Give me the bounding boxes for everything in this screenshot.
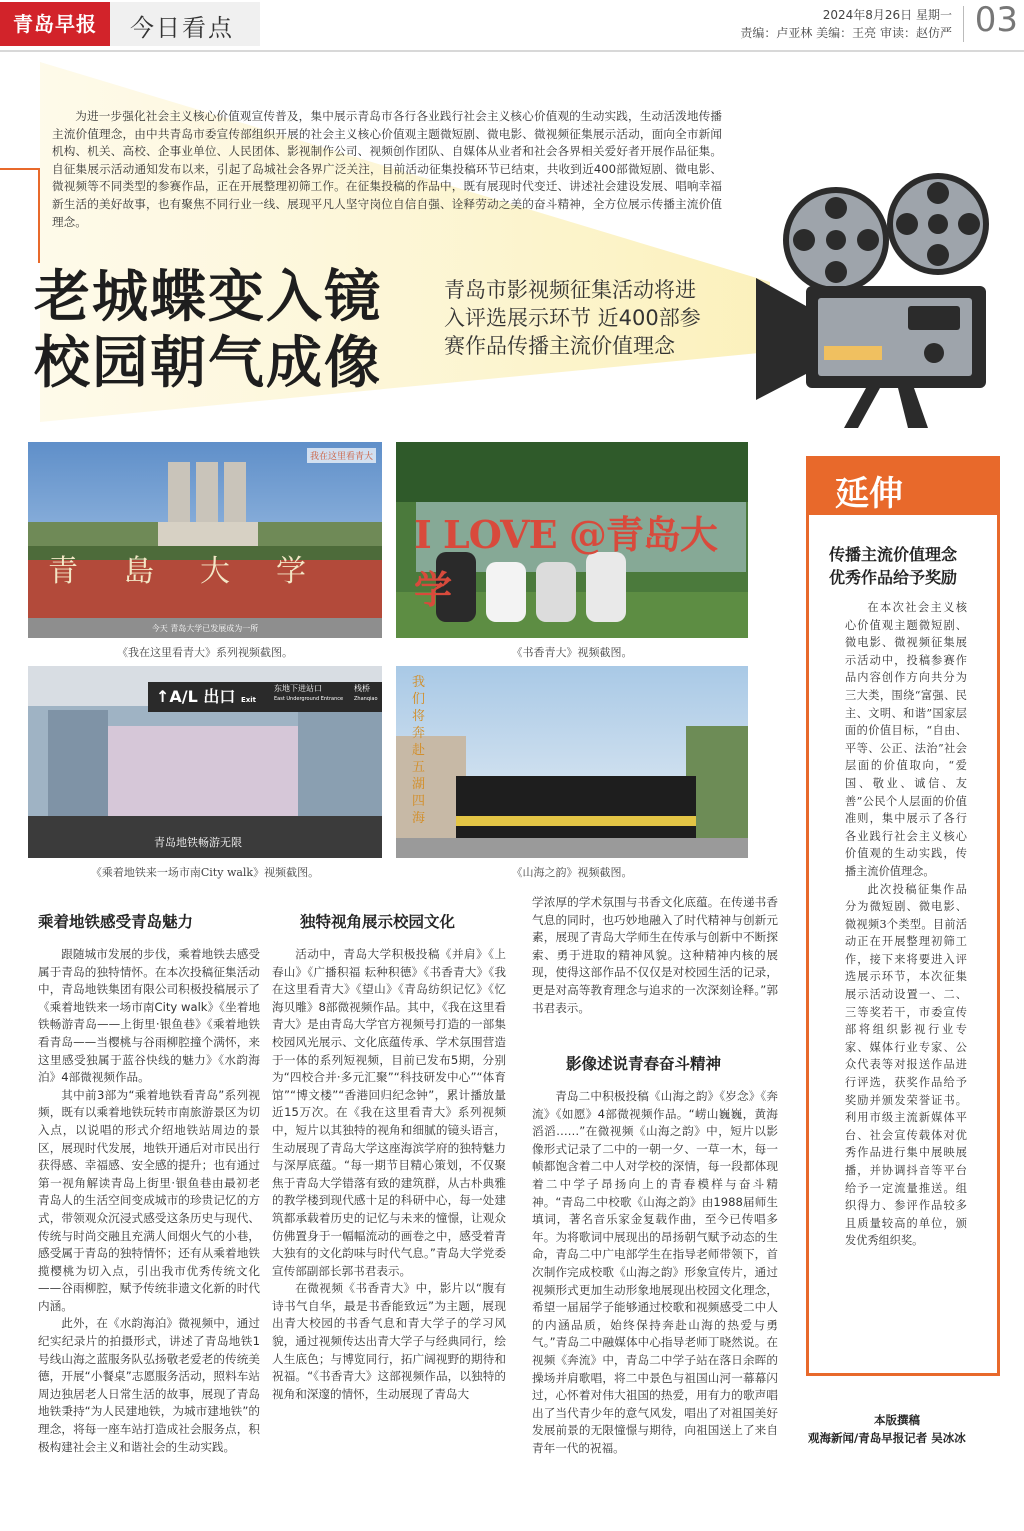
photo-graduation (396, 666, 748, 858)
article-title-youth: 影像述说青春奋斗精神 (566, 1055, 722, 1073)
issue-date: 2024年8月26日 星期一 (822, 8, 952, 22)
photo-caption: 《乘着地铁来一场市南City walk》视频截图。 (90, 866, 320, 879)
photo-caption: 《山海之韵》视频截图。 (511, 866, 633, 879)
article-paragraph: 学浓厚的学术氛围与书香文化底蕴。在传递书香气息的同时，也巧妙地融入了时代精神与创新元素，展现了青岛大学师生在传承与创新中不断探索、勇于进取的精神风貌。这种精神内核的展现，使得这部作品不仅仅是对校园生活的记录，更是对高等教育理念与追求的一次深刻诠释。”郭书君表示。 (532, 895, 778, 1015)
metro-sign-zhanqiao-cn: 栈桥 (354, 684, 370, 693)
header-divider (963, 6, 964, 42)
sidebar-title-line-1: 传播主流价值理念 (829, 545, 958, 564)
byline-label: 本版撰稿 (874, 1413, 920, 1427)
main-headline (34, 264, 382, 396)
article-paragraph: 在微视频《书香青大》中，影片以“腹有诗书气自华，最是书香能致远”为主题，展现出青大校园的书香气息和青大学子的学习风貌，通过视频传达出青大学子与经典同行，绘人生底色；与博览同行，拓广阔视野的期待和祝福。“《书香青大》这部视频作品，以独特的视角和深邃的情怀，生动展现了青岛大 (272, 1281, 506, 1401)
photo-university-gate-art (28, 442, 382, 638)
metro-sign-main: ↑A/L 出口 (156, 687, 236, 706)
metro-sign-zhanqiao-en: Zhanqiao (354, 696, 378, 702)
photo-graduation-art (396, 666, 748, 858)
article-title-campus: 独特视角展示校园文化 (300, 913, 456, 931)
love-sign: I LOVE @青岛大学 (414, 512, 717, 612)
byline-author: 观海新闻/青岛早报记者 吴冰冰 (808, 1431, 966, 1445)
article-body-campus (272, 946, 506, 1403)
photo-subtitle: 青岛地铁畅游无限 (154, 836, 242, 849)
page-header (0, 0, 1024, 52)
editor-credits: 责编：卢亚林 美编：王亮 审读：赵仿严 (740, 26, 952, 40)
article-paragraph: 活动中，青岛大学积极投稿《并肩》《上春山》《广播积福 耘种积德》《书香青大》《我在这里看青大》《望山》《青岛纺织记忆》《忆海贝雕》8部微视频作品。其中，《我在这里看青大》是由青岛大学官方视频号打造的一部集校园风光展示、文化底蕴传承、学术氛围营造于一体的系列短视频，目前已发布5期，分别为“四校合并·多元汇聚”“科技研发中心”“体育馆”“博文楼”“香港回归纪念钟”，累计播放量近15万次。在《我在这里看青大》系列视频中，短片以其独特的视角和细腻的镜头语言，生动展现了青岛大学这座海滨学府的独特魅力与深厚底蕴。“每一期节目精心策划，不仅聚焦于青岛大学错落有致的建筑群，从古朴典雅的教学楼到现代感十足的科研中心，每一处建筑都承载着历史的记忆与未来的憧憬，让观众仿佛置身于一幅幅流动的画卷之中，感受着青大独有的文化韵味与时代气息。”青岛大学党委宣传部副部长郭书君表示。 (272, 947, 506, 1278)
photo-metro-station (28, 666, 382, 858)
sidebar-extension-box (806, 456, 1000, 1376)
metro-sign-exit-en: Exit (240, 696, 257, 704)
sidebar-paragraph: 在本次社会主义核心价值观主题微短剧、微电影、微视频征集展示活动中，投稿参赛作品内容创作方向共分为三大类，围绕“富强、民主、文明、和谐”国家层面的价值目标，“自由、平等、公正、法治”社会层面的价值取向，“爱国、敬业、诚信、友善”公民个人层面的价值准则，集中展示了各行各业践行社会主义核心价值观的生动实践，传播主流价值理念。 (845, 601, 967, 878)
article-body-youth (532, 1088, 778, 1457)
photo-students-reading (396, 442, 748, 638)
photo-subtitle: 今天 青岛大学已发展成为一所 (151, 624, 259, 633)
metro-sign-entrance-cn: 东地下进站口 (274, 684, 322, 693)
metro-sign-exit (156, 684, 256, 707)
headline-line-1: 老城蝶变入镜 (34, 264, 382, 330)
sidebar-title (829, 543, 957, 589)
sidebar-tag: 延伸 (809, 459, 997, 515)
decor-line-vertical (38, 168, 40, 263)
university-sign: 青島大学 (48, 554, 352, 589)
article-continuation (532, 894, 778, 1017)
newspaper-logo[interactable]: 青岛早报 (0, 2, 110, 46)
page-number: 03 (974, 0, 1018, 40)
film-camera-icon (748, 168, 1024, 428)
photo-caption: 《书香青大》视频截图。 (511, 646, 633, 659)
sub-headline: 青岛市影视频征集活动将进入评选展示环节 近400部参赛作品传播主流价值理念 (444, 278, 701, 358)
headline-line-2: 校园朝气成像 (34, 330, 382, 396)
article-title-metro: 乘着地铁感受青岛魅力 (38, 913, 194, 931)
metro-sign-entrance (274, 684, 343, 704)
graduation-vertical-text: 我们将奔赴五湖四海 (412, 675, 426, 826)
article-paragraph: 青岛二中积极投稿《山海之韵》《岁念》《奔流》《如愿》4部微视频作品。“崂山巍巍，黄海滔滔……”在微视频《山海之韵》中，短片以影像形式记录了二中的一朝一夕、一草一木，每一帧都饱含着二中人对学校的深情，每一段都体现着二中学子昂扬向上的青春模样与奋斗精神。“青岛二中校歌《山海之韵》由1988届师生填词，著名音乐家金复载作曲，至今已传唱多年。为将歌词中展现出的昂扬朝气赋予动态的生命，青岛二中广电部学生在指导老师带领下，首次制作完成校歌《山海之韵》形象宣传片，通过视频形式更加生动形象地展现出校园文化理念，希望一届届学子能够通过校歌和视频感受二中人的内涵品质，始终保持奔赴山海的热爱与勇气。”青岛二中融媒体中心指导老师丁晓然说。在视频《奔流》中，青岛二中学子站在落日余晖的操场并肩歌唱，将二中景色与祖国山河一幕幕闪过，心怀着对伟大祖国的热爱，用有力的歌声唱出了当代青少年的意气风发，唱出了对祖国美好发展前景的无限憧憬与期待，向祖国送上了来自青年一代的祝福。 (532, 1089, 778, 1455)
photo-caption: 《我在这里看青大》系列视频截图。 (117, 646, 293, 659)
sidebar-title-line-2: 优秀作品给予奖励 (829, 568, 958, 587)
article-paragraph: 此外，在《水韵海泊》微视频中，通过纪实纪录片的拍摄形式，讲述了青岛地铁1号线山海之蓝服务队弘扬敬老爱老的传统美德，开展“小餐桌”志愿服务活动，照料车站周边独居老人日常生活的故事，展现了青岛地铁秉持“为人民建地铁，为城市建地铁”的理念，将每一座车站打造成社会服务点，积极构建社会主义和谐社会的生动实践。 (38, 1316, 260, 1454)
article-paragraph: 跟随城市发展的步伐，乘着地铁去感受属于青岛的独特情怀。在本次投稿征集活动中，青岛地铁集团有限公司积极投稿展示了《乘着地铁来一场市南City walk》《坐着地铁畅游青岛——上街里·银鱼巷》《乘着地铁看青岛——当樱桃与谷雨柳腔撞个满怀，来这里感受独属于蓝谷快线的魅力》《水韵海泊》4部微视频作品。 (38, 947, 260, 1085)
section-name: 今日看点 (130, 14, 234, 42)
photo-badge: 我在这里看青大 (307, 448, 376, 463)
article-body-metro (38, 946, 260, 1456)
metro-sign-zhanqiao (354, 684, 378, 704)
intro-paragraph: 为进一步强化社会主义核心价值观宣传普及，集中展示青岛市各行各业践行社会主义核心价值观的生动实践，生动活泼地传播主流价值理念，由中共青岛市委宣传部组织开展的社会主义核心价值观主题微短剧、微电影、微视频征集展示活动，面向全市新闻机构、机关、高校、企事业单位、人民团体、影视制作公司、视频创作团队、自媒体从业者和社会各界相关爱好者开展作品征集。自征集展示活动通知发布以来，引起了岛城社会各界广泛关注，目前活动征集投稿环节已结束，共收到近400部微短剧、微电影、微视频等不同类型的参赛作品，正在开展整理初筛工作。在征集投稿的作品中，既有展现时代变迁、讲述社会建设发展、唱响幸福新生活的美好故事，也有聚焦不同行业一线、展现平凡人坚守岗位自信自强、诠释劳动之美的奋斗精神，全方位展示传播主流价值理念。 (52, 109, 722, 229)
decor-line (0, 168, 40, 170)
sidebar-body (845, 599, 967, 1250)
article-paragraph: 其中前3部为“乘着地铁看青岛”系列视频，既有以乘着地铁玩转市南旅游景区为切入点，以说唱的形式介绍地铁站周边的景区，展现时代发展，地铁开通后对市民出行获得感、幸福感、安全感的提升；也有通过第一视角解读青岛上街里·银鱼巷由最初老青岛人的生活空间变成城市的珍贵记忆的方式，带领观众沉浸式感受这条历史与现代、传统与时尚交融且充满人间烟火气的小巷，感受属于青岛的独特情怀；还有从乘着地铁揽樱桃为切入点，引出我市优秀传统文化——谷雨柳腔，赋予传统非遗文化新的时代内涵。 (38, 1087, 260, 1313)
photo-university-gate (28, 442, 382, 638)
metro-sign-entrance-en: East Underground Entrance (274, 696, 344, 702)
sidebar-paragraph: 此次投稿征集作品分为微短剧、微电影、微视频3个类型。目前活动正在开展整理初筛工作，接下来将要进入评选展示环节，本次征集展示活动设置一、二、三等奖若干，市委宣传部将组织影视行业专家、媒体行业专家、公众代表等对报送作品进行评选，获奖作品给予奖励并颁发荣誉证书。利用市级主流新媒体平台、社会宣传载体对优秀作品进行集中展映展播，并协调抖音等平台给予一定流量推送。组织得力、参评作品较多且质量较高的单位，颁发优秀组织奖。 (845, 882, 967, 1248)
